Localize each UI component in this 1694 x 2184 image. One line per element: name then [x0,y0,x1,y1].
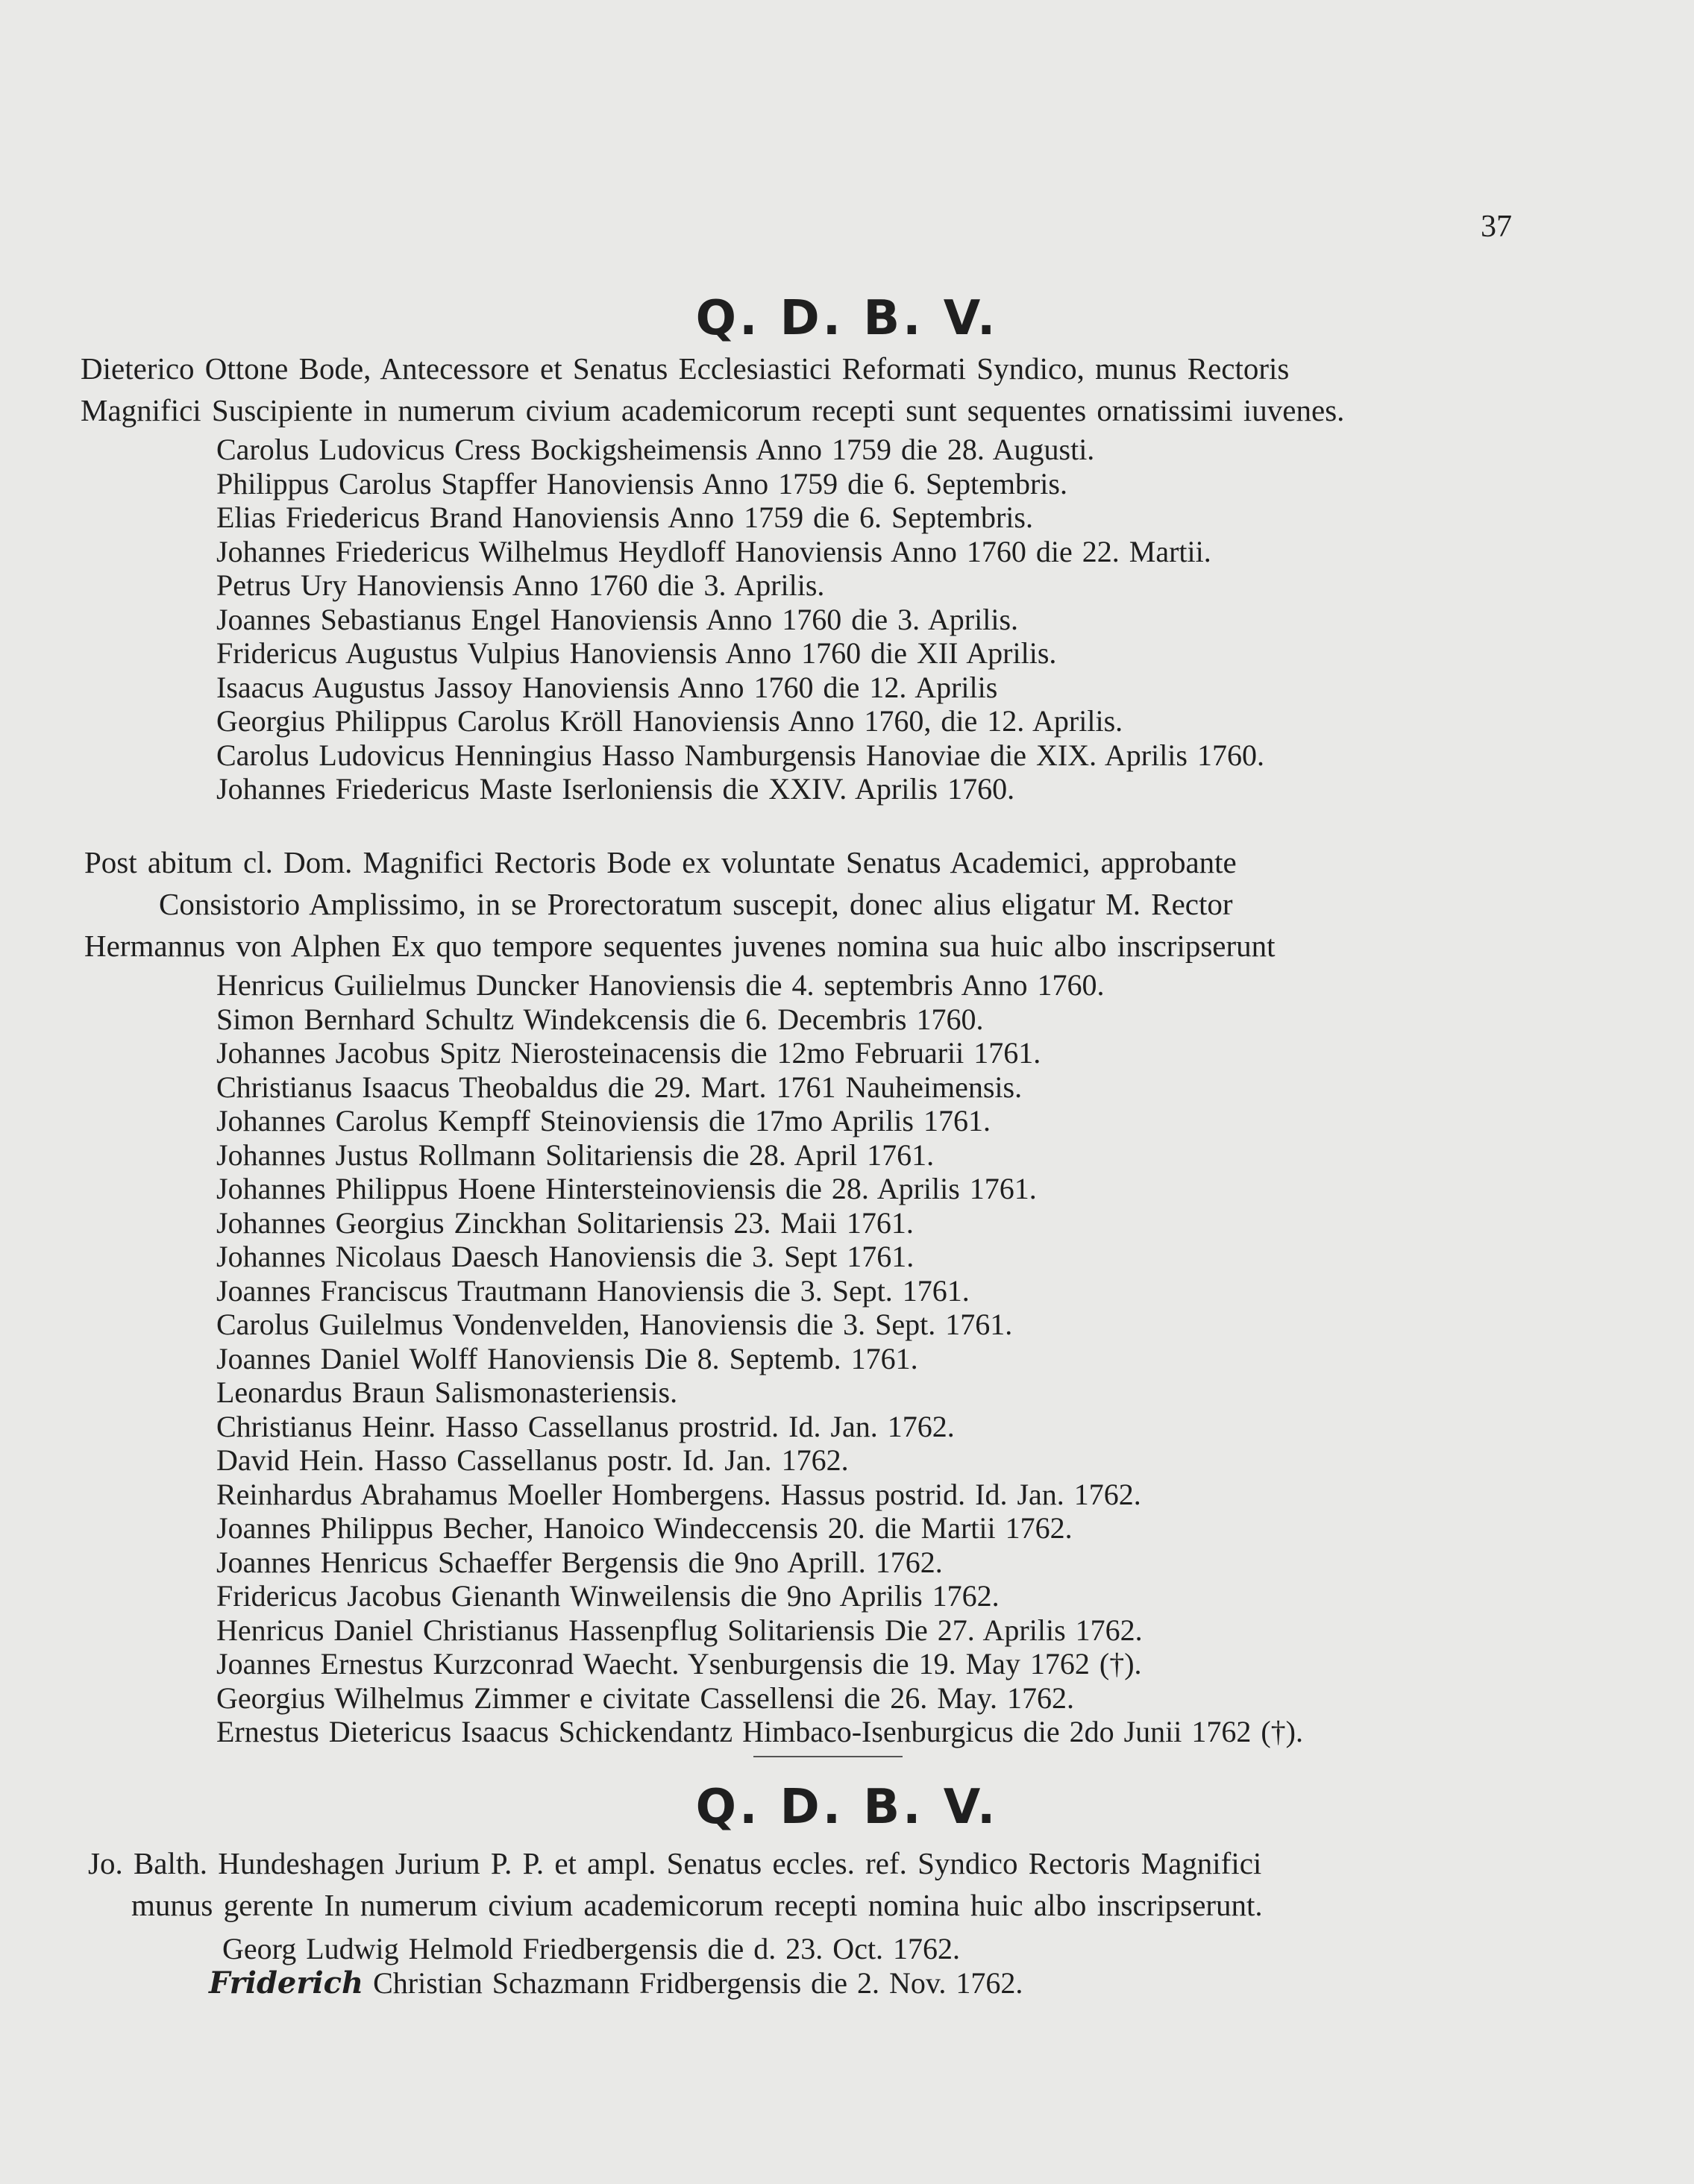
section-3-entries [209,1932,1023,2001]
list-item: Philippus Carolus Stapffer Hanoviensis Anno 1759 die 6. Septembris. [216,466,1067,501]
page-number: 37 [1481,210,1512,244]
list-item: Isaacus Augustus Jassoy Hanoviensis Anno 1760 die 12. Aprilis [216,670,998,704]
list-item: Joannes Philippus Becher, Hanoico Windeccensis 20. die Martii 1762. [216,1511,1073,1545]
intro-line: munus gerente In numerum civium academicorum recepti nomina huic albo inscripserunt. [131,1888,1263,1922]
section-2-entries [216,968,1303,1749]
list-item: Carolus Ludovicus Cress Bockigsheimensis Anno 1759 die 28. Augusti. [216,433,1095,466]
list-item: Johannes Georgius Zinckhan Solitariensis 23. Maii 1761. [216,1205,914,1240]
fraktur-name: Friderich [209,1965,364,2001]
list-item: Leonardus Braun Salismonasteriensis. [216,1375,678,1409]
list-item: Georgius Philippus Carolus Kröll Hanoviensis Anno 1760, die 12. Aprilis. [216,704,1123,738]
list-item: Carolus Ludovicus Henningius Hasso Namburgensis Hanoviae die XIX. Aprilis 1760. [216,738,1264,772]
list-item: Fridericus Jacobus Gienanth Winweilensis die 9no Aprilis 1762. [216,1579,1000,1613]
list-item: Johannes Jacobus Spitz Nierosteinacensis die 12mo Februarii 1761. [216,1036,1041,1070]
list-item: Ernestus Dietericus Isaacus Schickendantz Himbaco-Isenburgicus die 2do Junii 1762 (†). [216,1715,1303,1748]
list-item: Johannes Justus Rollmann Solitariensis die 28. April 1761. [216,1138,935,1172]
intro-line: Jo. Balth. Hundeshagen Jurium P. P. et ampl. Senatus eccles. ref. Syndico Rectoris Magnifici [88,1846,1262,1880]
list-item: Johannes Friedericus Wilhelmus Heydloff Hanoviensis Anno 1760 die 22. Martii. [216,534,1211,568]
list-item: Johannes Philippus Hoene Hintersteinoviensis die 28. Aprilis 1761. [216,1172,1037,1205]
list-item: Joannes Sebastianus Engel Hanoviensis Anno 1760 die 3. Aprilis. [216,602,1019,636]
list-item: Petrus Ury Hanoviensis Anno 1760 die 3. Aprilis. [216,568,825,602]
entry-text: Christian Schazmann Fridbergensis die 2. Nov. 1762. [373,1965,1023,2000]
section-3-intro [88,1842,1263,1926]
list-item: Elias Friedericus Brand Hanoviensis Anno 1759 die 6. Septembris. [216,501,1033,534]
intro-line: Magnifici Suscipiente in numerum civium academicorum recepti sunt sequentes ornatissimi iuvenes. [81,393,1345,427]
list-item: Johannes Nicolaus Daesch Hanoviensis die 3. Sept 1761. [216,1240,915,1273]
intro-line: Hermannus von Alphen Ex quo tempore sequentes juvenes nomina sua huic albo inscripserunt [84,929,1276,963]
list-item: Christianus Heinr. Hasso Cassellanus prostrid. Id. Jan. 1762. [216,1409,955,1443]
list-item: Simon Bernhard Schultz Windekcensis die 6. Decembris 1760. [216,1002,984,1036]
list-item: Joannes Daniel Wolff Hanoviensis Die 8. Septemb. 1761. [216,1341,918,1375]
section-2-intro [84,841,1276,967]
list-item [222,1932,1023,1966]
intro-line: Consistorio Amplissimo, in se Prorectoratum suscepit, donec alius eligatur M. Rector [159,887,1233,921]
list-item: Fridericus Augustus Vulpius Hanoviensis Anno 1760 die XII Aprilis. [216,636,1057,670]
list-item [209,1966,1023,2001]
intro-line: Dieterico Ottone Bode, Antecessore et Senatus Ecclesiastici Reformati Syndico, munus Rectoris [81,351,1290,386]
list-item: Johannes Friedericus Maste Iserloniensis die XXIV. Aprilis 1760. [216,772,1015,806]
entry-text: Georg Ludwig Helmold Friedbergensis die d. 23. Oct. 1762. [222,1932,961,1965]
list-item: Joannes Franciscus Trautmann Hanoviensis die 3. Sept. 1761. [216,1273,970,1308]
list-item: Joannes Ernestus Kurzconrad Waecht. Ysenburgensis die 19. May 1762 (†). [216,1647,1142,1681]
list-item: Reinhardus Abrahamus Moeller Hombergens. Hassus postrid. Id. Jan. 1762. [216,1477,1141,1511]
list-item: Henricus Daniel Christianus Hassenpflug Solitariensis Die 27. Aprilis 1762. [216,1613,1143,1647]
intro-line: Post abitum cl. Dom. Magnifici Rectoris Bode ex voluntate Senatus Academici, approbante [84,845,1237,879]
list-item: Christianus Isaacus Theobaldus die 29. Mart. 1761 Nauheimensis. [216,1070,1023,1104]
list-item: Johannes Carolus Kempff Steinoviensis die 17mo Aprilis 1761. [216,1104,991,1138]
list-item: David Hein. Hasso Cassellanus postr. Id. Jan. 1762. [216,1443,849,1477]
list-item: Carolus Guilelmus Vondenvelden, Hanoviensis die 3. Sept. 1761. [216,1308,1013,1341]
list-item: Henricus Guilielmus Duncker Hanoviensis die 4. septembris Anno 1760. [216,968,1105,1002]
section-3-heading: Q. D. B. V. [695,1780,999,1835]
list-item: Joannes Henricus Schaeffer Bergensis die 9no Aprill. 1762. [216,1545,943,1579]
section-divider [753,1756,903,1757]
section-1-heading: Q. D. B. V. [695,291,999,346]
section-1-intro [81,348,1344,431]
list-item: Georgius Wilhelmus Zimmer e civitate Cassellensi die 26. May. 1762. [216,1681,1075,1715]
section-1-entries [216,433,1264,806]
